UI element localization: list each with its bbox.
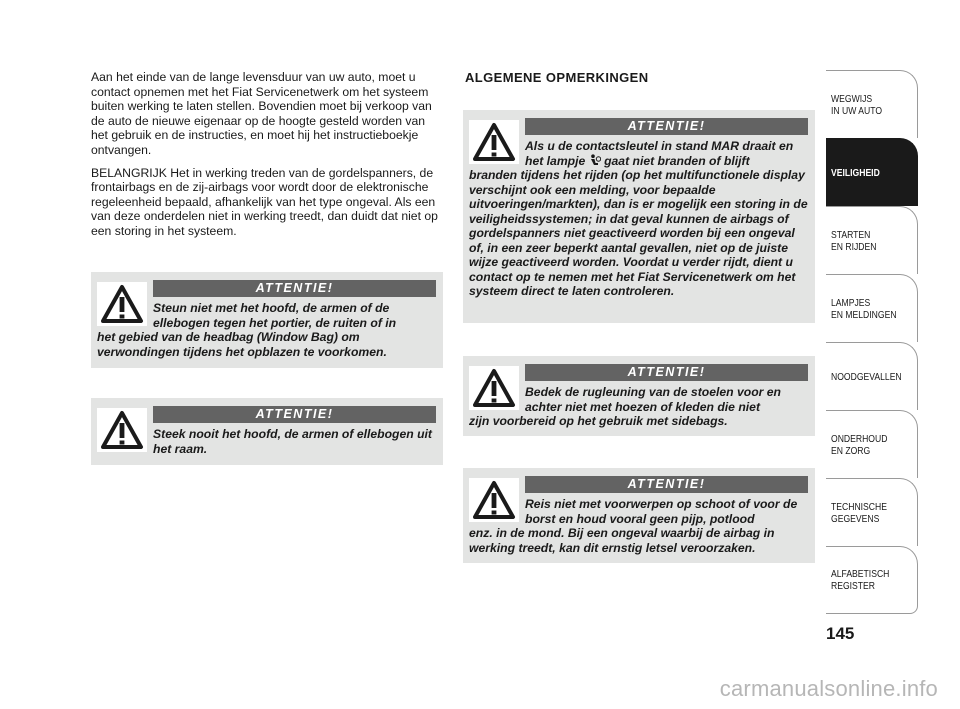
warning-text (469, 497, 808, 555)
warning-box-objects-on-lap (463, 468, 815, 563)
warning-triangle-icon (469, 120, 519, 164)
warning-box-window-bag (91, 272, 443, 368)
warning-lead-text: Steun niet met het hoofd, de armen of de ellebogen tegen het portier, de ruiten of in (153, 301, 397, 330)
warning-rest-text: zijn voorbereid op het gebruik met sidebags. (469, 414, 728, 428)
warning-text (97, 427, 436, 456)
paragraph-important: BELANGRIJK Het in werking treden van de gordelspanners, de frontairbags en de zij-airbags voor wordt door de elektronische regeleenheid bepaald, afhankelijk van het type ongeval. Als een van deze onderdelen niet in werking treedt, dan duidt dat niet op een storing in het systeem. (91, 165, 438, 238)
warning-lead-text (469, 139, 808, 168)
tab-lampjes[interactable]: LAMPJES EN MELDINGEN (826, 274, 918, 342)
warning-lead-text: Reis niet met voorwerpen op schoot of voor de borst en houd vooral geen pijp, potlood (525, 497, 798, 526)
warning-box-seat-covers (463, 356, 815, 436)
warning-heading: ATTENTIE! (525, 476, 808, 493)
warning-triangle-icon (97, 408, 147, 452)
warning-triangle-icon (97, 282, 147, 326)
tab-alfabetisch[interactable]: ALFABETISCH REGISTER (826, 546, 918, 614)
warning-box-airbag-lamp (463, 110, 815, 323)
warning-lead-part-b: gaat niet branden of blijft (604, 153, 750, 168)
tab-technische[interactable]: TECHNISCHE GEGEVENS (826, 478, 918, 546)
warning-lead-text: Steek nooit het hoofd, de armen of ellebogen uit het raam. (153, 427, 432, 456)
warning-rest-text: enz. in de mond. Bij een ongeval waarbij de airbag in werking treedt, kan dit ernstig letsel veroorzaken. (469, 526, 775, 555)
warning-rest-text: het gebied van de headbag (Window Bag) om verwondingen tijdens het opblazen te voorkomen. (97, 330, 387, 359)
warning-heading: ATTENTIE! (153, 280, 436, 297)
warning-heading: ATTENTIE! (525, 364, 808, 381)
warning-triangle-icon (469, 366, 519, 410)
warning-text (469, 139, 808, 299)
warning-rest-text: branden tijdens het rijden (op het multifunctionele display verschijnt ook een melding, voor bepaalde uitvoeringen/markten), dan is er mogelijk een storing in de veiligheidssystemen; in dat geval kunnen de airbags of gordelspanners niet geactiveerd worden bij een ongeval of, in een zeer beperkt aantal gevallen, niet op de juiste wijze geactiveerd worden. Voordat u verder rijdt, dient u contact op te nemen met het Fiat Servicenetwerk om het systeem direct te laten controleren. (469, 168, 808, 298)
warning-text (97, 301, 436, 359)
tab-starten[interactable]: STARTEN EN RIJDEN (826, 206, 918, 274)
warning-box-window (91, 398, 443, 465)
chapter-tabs (826, 70, 918, 614)
left-text-column (91, 70, 443, 247)
tab-wegwijs[interactable]: WEGWIJS IN UW AUTO (826, 70, 918, 138)
warning-text (469, 385, 808, 429)
watermark: carmanualsonline.info (719, 676, 938, 701)
warning-lead-text: Bedek de rugleuning van de stoelen voor en achter niet met hoezen of kleden die niet (525, 385, 781, 414)
page-number: 145 (826, 624, 855, 643)
warning-heading: ATTENTIE! (153, 406, 436, 423)
paragraph-end-of-life: Aan het einde van de lange levensduur van uw auto, moet u contact opnemen met het Fiat Servicenetwerk om het systeem buiten werking te laten stellen. Bovendien moet bij verkoop van de auto de nieuwe eigenaar op de hoogte gesteld worden van het gebruik en de instructies, en moet hij het instructieboekje ontvangen. (91, 70, 432, 157)
warning-lead-part-a: Als u de contactsleutel in stand MAR draait en het lampje (525, 139, 794, 168)
warning-heading: ATTENTIE! (525, 118, 808, 135)
tab-onderhoud[interactable]: ONDERHOUD EN ZORG (826, 410, 918, 478)
airbag-warning-lamp-icon (589, 154, 601, 167)
tab-veiligheid[interactable]: VEILIGHEID (826, 138, 918, 206)
section-title: ALGEMENE OPMERKINGEN (465, 70, 649, 85)
tab-noodgevallen[interactable]: NOODGEVALLEN (826, 342, 918, 410)
warning-triangle-icon (469, 478, 519, 522)
